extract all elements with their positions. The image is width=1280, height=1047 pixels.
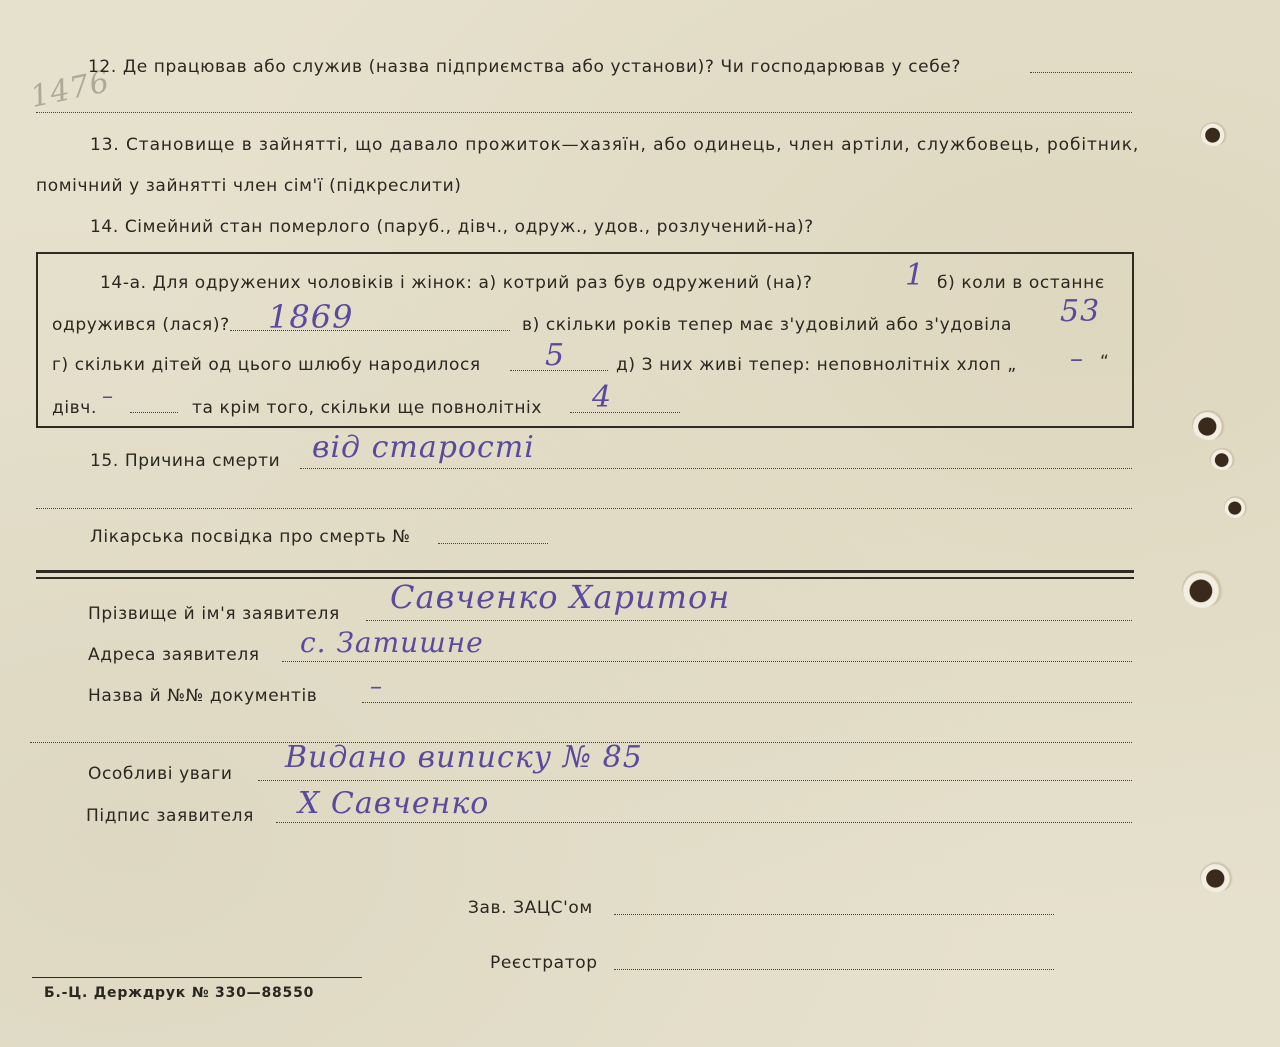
head-of-registry-label: Зав. ЗАЦС'ом — [468, 898, 593, 918]
q15-dotted — [300, 468, 1132, 469]
q12-dotted-line-2 — [36, 112, 1132, 113]
q14a-answer-g: 5 — [545, 338, 566, 373]
q14a-answer-adults: 4 — [592, 380, 613, 415]
q14a-line3-dotted — [510, 370, 608, 371]
applicant-address-value: с. Затишне — [300, 626, 484, 659]
applicant-docs-dotted — [362, 702, 1132, 703]
q14a-line4-dotted — [130, 412, 178, 413]
q12-dotted-line — [1030, 72, 1132, 73]
medical-certificate-label: Лікарська посвідка про смерть № — [90, 527, 411, 547]
q14a-line2: одружився (лася)? — [52, 315, 230, 335]
question-14: 14. Сімейний стан померлого (паруб., дівч., одруж., удов., розлучений-на)? — [90, 217, 814, 237]
binding-hole-5 — [1182, 570, 1224, 608]
applicant-docs-label: Назва й №№ документів — [88, 686, 318, 706]
q14a-answer-d-girls: – — [102, 384, 114, 409]
special-notes-label: Особливі уваги — [88, 764, 233, 784]
q14a-line3c: “ — [1100, 352, 1110, 372]
q14a-line2-dotted — [230, 330, 510, 331]
applicant-name-dotted — [366, 620, 1132, 621]
question-13-line1: 13. Становище в зайнятті, що давало прожиток—хазяїн, або одинець, член артіли, службовець, робітник, — [90, 135, 1140, 155]
applicant-docs-value: – — [370, 672, 383, 700]
q14a-line4b-dotted — [570, 412, 680, 413]
q14a-answer-a: 1 — [905, 258, 926, 293]
binding-hole-3 — [1210, 448, 1236, 470]
binding-hole-2 — [1192, 410, 1226, 440]
footer-rule — [32, 977, 362, 978]
applicant-name-label: Прізвище й ім'я заявителя — [88, 604, 340, 624]
applicant-signature-dotted — [276, 822, 1132, 823]
question-12: 12. Де працював або служив (назва підприємства або установи)? Чи господарював у себе? — [88, 57, 961, 77]
binding-hole-4 — [1224, 496, 1248, 518]
q14a-answer-v: 53 — [1060, 294, 1101, 329]
special-notes-value: Видано виписку № 85 — [285, 740, 643, 775]
q15-answer: від старості — [312, 430, 535, 465]
printer-imprint: Б.-Ц. Держдрук № 330—88550 — [44, 985, 315, 1001]
applicant-signature-label: Підпис заявителя — [86, 806, 254, 826]
q14a-line4b: та крім того, скільки ще повнолітніх — [192, 398, 543, 418]
question-15: 15. Причина смерти — [90, 451, 281, 471]
binding-hole-6 — [1200, 862, 1234, 892]
q14a-line1: 14-а. Для одружених чоловіків і жінок: а) котрий раз був одружений (на)? — [100, 273, 813, 293]
q14a-line3: г) скільки дітей од цього шлюбу народилося — [52, 355, 481, 375]
margin-archive-number: 1476 — [27, 64, 114, 115]
q14a-line4a: дівч. — [52, 398, 97, 418]
medical-dotted — [438, 543, 548, 544]
q14a-line2b: в) скільки років тепер має з'удовілий або з'удовіла — [522, 315, 1013, 335]
binding-hole-1 — [1200, 122, 1228, 146]
q14a-answer-d-boys: – — [1070, 344, 1084, 374]
applicant-address-label: Адреса заявителя — [88, 645, 260, 665]
applicant-name-value: Савченко Харитон — [390, 578, 731, 616]
registrar-dotted — [614, 969, 1054, 970]
applicant-signature-value: Х Савченко — [298, 786, 490, 821]
q14a-line3b: д) З них живі тепер: неповнолітніх хлоп „ — [616, 355, 1017, 375]
section-divider — [36, 570, 1134, 573]
applicant-address-dotted — [282, 661, 1132, 662]
special-notes-dotted — [258, 780, 1132, 781]
q14a-line1b: б) коли в останнє — [937, 273, 1105, 293]
q14a-answer-b: 1869 — [268, 298, 354, 336]
q15-dotted-2 — [36, 508, 1132, 509]
head-of-registry-dotted — [614, 914, 1054, 915]
question-13-line2: помічний у зайнятті член сім'ї (підкреслити) — [36, 176, 462, 196]
registrar-label: Реєстратор — [490, 953, 598, 973]
